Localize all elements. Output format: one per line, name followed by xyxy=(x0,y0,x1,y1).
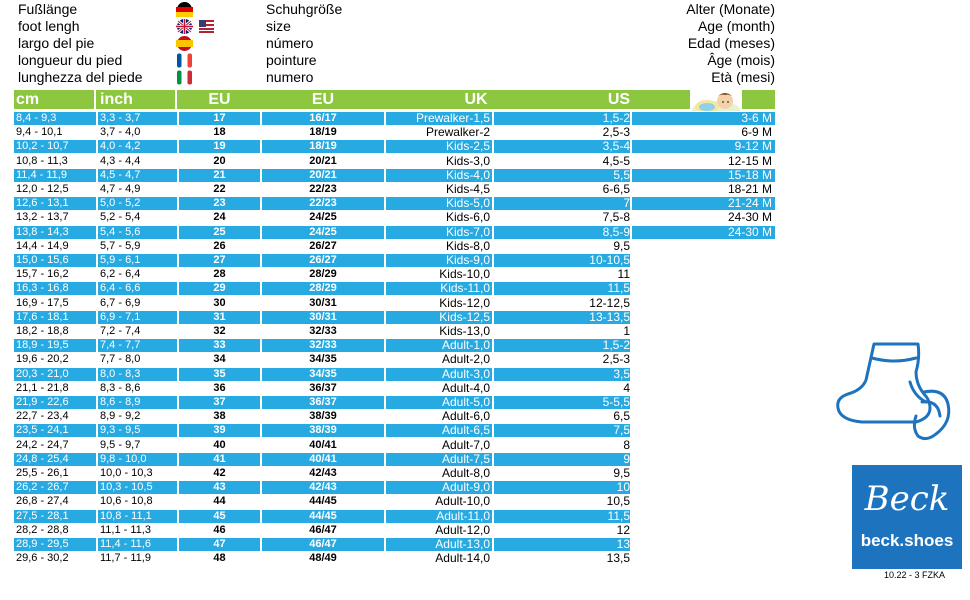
cell-eu: 40 xyxy=(179,438,260,452)
cell-inch: 11,7 - 11,9 xyxy=(98,551,177,565)
cell-age xyxy=(632,395,775,408)
cell-inch: 10,3 - 10,5 xyxy=(98,480,177,494)
cell-eu-pair: 18/19 xyxy=(262,125,384,139)
cell-eu-pair: 48/49 xyxy=(262,551,384,565)
table-row xyxy=(14,225,775,239)
header-legend xyxy=(0,0,775,88)
cell-age xyxy=(632,352,775,365)
cell-eu: 48 xyxy=(179,551,260,565)
legend-age: Age (month) xyxy=(697,18,775,34)
uk-flag-icon xyxy=(176,19,193,34)
header-divider xyxy=(175,90,177,109)
header-cm: cm xyxy=(16,91,40,108)
cell-cm: 28,9 - 29,5 xyxy=(14,537,96,551)
cell-cm: 29,6 - 30,2 xyxy=(14,551,96,565)
cell-cm: 28,2 - 28,8 xyxy=(14,523,96,537)
cell-age: 12-15 M xyxy=(632,154,775,168)
cell-eu: 43 xyxy=(179,480,260,494)
cell-age xyxy=(632,466,775,479)
cell-us: 3,5 xyxy=(494,367,630,381)
cell-inch: 9,3 - 9,5 xyxy=(98,423,177,437)
legend-size: número xyxy=(266,35,314,51)
cell-us: 2,5-3 xyxy=(494,125,630,139)
cell-us: 8 xyxy=(494,438,630,452)
cell-uk: Kids-2,5 xyxy=(386,139,492,153)
cell-us: 11,5 xyxy=(494,281,630,295)
cell-age: 9-12 M xyxy=(632,139,775,153)
cell-uk: Kids-12,5 xyxy=(386,310,492,324)
cell-age xyxy=(632,523,775,536)
cell-uk: Kids-4,0 xyxy=(386,168,492,182)
cell-cm: 13,2 - 13,7 xyxy=(14,210,96,224)
cell-eu: 26 xyxy=(179,239,260,253)
cell-uk: Adult-13,0 xyxy=(386,537,492,551)
cell-cm: 10,2 - 10,7 xyxy=(14,139,96,153)
cell-us: 6-6,5 xyxy=(494,182,630,196)
cell-eu: 38 xyxy=(179,409,260,423)
table-row xyxy=(14,523,775,537)
cell-eu: 18 xyxy=(179,125,260,139)
cell-eu-pair: 40/41 xyxy=(262,452,384,466)
cell-us: 7,5-8 xyxy=(494,210,630,224)
cell-us: 1 xyxy=(494,324,630,338)
cell-age xyxy=(632,381,775,394)
cell-cm: 18,9 - 19,5 xyxy=(14,338,96,352)
cell-cm: 19,6 - 20,2 xyxy=(14,352,96,366)
legend-row-es xyxy=(0,35,775,52)
cell-uk: Adult-7,5 xyxy=(386,452,492,466)
cell-us: 6,5 xyxy=(494,409,630,423)
cell-eu: 37 xyxy=(179,395,260,409)
cell-age: 3-6 M xyxy=(632,111,775,125)
cell-cm: 12,6 - 13,1 xyxy=(14,196,96,210)
table-row xyxy=(14,509,775,523)
cell-us: 7,5 xyxy=(494,423,630,437)
cell-age xyxy=(632,551,775,564)
cell-age xyxy=(632,281,775,294)
cell-inch: 6,4 - 6,6 xyxy=(98,281,177,295)
cell-cm: 18,2 - 18,8 xyxy=(14,324,96,338)
table-row xyxy=(14,452,775,466)
cell-uk: Adult-5,0 xyxy=(386,395,492,409)
cell-age xyxy=(632,509,775,522)
cell-eu: 35 xyxy=(179,367,260,381)
cell-eu: 41 xyxy=(179,452,260,466)
cell-uk: Kids-3,0 xyxy=(386,154,492,168)
cell-uk: Kids-12,0 xyxy=(386,296,492,310)
cell-cm: 16,9 - 17,5 xyxy=(14,296,96,310)
header-inch: inch xyxy=(100,91,133,108)
cell-eu: 46 xyxy=(179,523,260,537)
cell-us: 10-10,5 xyxy=(494,253,630,267)
cell-age: 15-18 M xyxy=(632,168,775,182)
table-row xyxy=(14,296,775,310)
cell-age xyxy=(632,494,775,507)
cell-uk: Kids-5,0 xyxy=(386,196,492,210)
cell-us: 12 xyxy=(494,523,630,537)
cell-cm: 12,0 - 12,5 xyxy=(14,182,96,196)
table-row xyxy=(14,139,775,153)
cell-eu-pair: 20/21 xyxy=(262,168,384,182)
cell-inch: 7,2 - 7,4 xyxy=(98,324,177,338)
cell-eu: 34 xyxy=(179,352,260,366)
cell-inch: 3,7 - 4,0 xyxy=(98,125,177,139)
cell-inch: 5,2 - 5,4 xyxy=(98,210,177,224)
cell-age xyxy=(632,438,775,451)
cell-cm: 15,0 - 15,6 xyxy=(14,253,96,267)
cell-inch: 4,5 - 4,7 xyxy=(98,168,177,182)
cell-eu-pair: 34/35 xyxy=(262,352,384,366)
cell-uk: Kids-13,0 xyxy=(386,324,492,338)
cell-uk: Adult-12,0 xyxy=(386,523,492,537)
table-row xyxy=(14,267,775,281)
cell-cm: 9,4 - 10,1 xyxy=(14,125,96,139)
table-row xyxy=(14,438,775,452)
cell-age xyxy=(632,267,775,280)
cell-eu-pair: 18/19 xyxy=(262,139,384,153)
table-row xyxy=(14,551,775,565)
cell-eu: 20 xyxy=(179,154,260,168)
cell-inch: 5,9 - 6,1 xyxy=(98,253,177,267)
legend-age: Alter (Monate) xyxy=(686,1,775,17)
cell-inch: 10,0 - 10,3 xyxy=(98,466,177,480)
cell-uk: Adult-3,0 xyxy=(386,367,492,381)
document-code: 10.22 - 3 FZKA xyxy=(884,570,946,580)
cell-cm: 24,2 - 24,7 xyxy=(14,438,96,452)
table-row xyxy=(14,367,775,381)
cell-age xyxy=(632,537,775,550)
cell-inch: 6,7 - 6,9 xyxy=(98,296,177,310)
cell-cm: 21,1 - 21,8 xyxy=(14,381,96,395)
legend-row-fr xyxy=(0,52,775,69)
cell-uk: Adult-11,0 xyxy=(386,509,492,523)
table-row xyxy=(14,281,775,295)
cell-age xyxy=(632,423,775,436)
cell-us: 7 xyxy=(494,196,630,210)
cell-age: 24-30 M xyxy=(632,210,775,224)
cell-uk: Kids-8,0 xyxy=(386,239,492,253)
cell-inch: 4,7 - 4,9 xyxy=(98,182,177,196)
cell-age xyxy=(632,253,775,266)
table-row xyxy=(14,338,775,352)
table-header xyxy=(14,90,775,109)
cell-age xyxy=(632,239,775,252)
cell-inch: 6,9 - 7,1 xyxy=(98,310,177,324)
table-row xyxy=(14,154,775,168)
cell-eu-pair: 44/45 xyxy=(262,509,384,523)
cell-us: 5-5,5 xyxy=(494,395,630,409)
cell-uk: Adult-2,0 xyxy=(386,352,492,366)
cell-uk: Kids-9,0 xyxy=(386,253,492,267)
cell-age xyxy=(632,452,775,465)
legend-row-en xyxy=(0,18,775,35)
italy-flag-icon xyxy=(176,70,193,85)
cell-age xyxy=(632,310,775,323)
cell-cm: 26,8 - 27,4 xyxy=(14,494,96,508)
cell-eu-pair: 38/39 xyxy=(262,423,384,437)
legend-row-de xyxy=(0,1,775,18)
cell-eu: 44 xyxy=(179,494,260,508)
legend-size: numero xyxy=(266,69,314,85)
cell-eu-pair: 46/47 xyxy=(262,523,384,537)
cell-inch: 11,4 - 11,6 xyxy=(98,537,177,551)
cell-uk: Kids-7,0 xyxy=(386,225,492,239)
header-divider xyxy=(94,90,96,109)
legend-foot-length: lunghezza del piede xyxy=(18,69,143,85)
cell-eu-pair: 36/37 xyxy=(262,395,384,409)
cell-inch: 7,7 - 8,0 xyxy=(98,352,177,366)
cell-uk: Adult-9,0 xyxy=(386,480,492,494)
cell-us: 8,5-9 xyxy=(494,225,630,239)
legend-foot-length: largo del pie xyxy=(18,35,95,51)
cell-age xyxy=(632,324,775,337)
cell-inch: 9,5 - 9,7 xyxy=(98,438,177,452)
cell-eu: 28 xyxy=(179,267,260,281)
cell-eu-pair: 26/27 xyxy=(262,253,384,267)
cell-eu-pair: 16/17 xyxy=(262,111,384,125)
logo-script-text: Beck xyxy=(864,479,950,519)
cell-inch: 3,3 - 3,7 xyxy=(98,111,177,125)
cell-us: 4 xyxy=(494,381,630,395)
table-row xyxy=(14,537,775,551)
cell-age xyxy=(632,480,775,493)
cell-eu-pair: 24/25 xyxy=(262,225,384,239)
legend-row-it xyxy=(0,69,775,86)
cell-eu: 30 xyxy=(179,296,260,310)
cell-inch: 8,3 - 8,6 xyxy=(98,381,177,395)
cell-eu: 17 xyxy=(179,111,260,125)
cell-inch: 8,6 - 8,9 xyxy=(98,395,177,409)
table-row xyxy=(14,352,775,366)
cell-us: 4,5-5 xyxy=(494,154,630,168)
cell-us: 10 xyxy=(494,480,630,494)
cell-eu: 31 xyxy=(179,310,260,324)
cell-age xyxy=(632,338,775,351)
cell-us: 13 xyxy=(494,537,630,551)
cell-inch: 5,7 - 5,9 xyxy=(98,239,177,253)
cell-cm: 20,3 - 21,0 xyxy=(14,367,96,381)
cell-eu-pair: 28/29 xyxy=(262,281,384,295)
cell-uk: Kids-6,0 xyxy=(386,210,492,224)
cell-cm: 8,4 - 9,3 xyxy=(14,111,96,125)
legend-age: Età (mesi) xyxy=(711,69,775,85)
cell-eu-pair: 28/29 xyxy=(262,267,384,281)
cell-us: 11 xyxy=(494,267,630,281)
cell-inch: 4,0 - 4,2 xyxy=(98,139,177,153)
beck-shoes-logo xyxy=(852,465,962,569)
legend-size: size xyxy=(266,18,291,34)
cell-cm: 25,5 - 26,1 xyxy=(14,466,96,480)
table-row xyxy=(14,423,775,437)
legend-size: pointure xyxy=(266,52,317,68)
table-row xyxy=(14,239,775,253)
table-row xyxy=(14,324,775,338)
cell-us: 9 xyxy=(494,452,630,466)
cell-eu-pair: 32/33 xyxy=(262,324,384,338)
cell-uk: Adult-6,5 xyxy=(386,423,492,437)
cell-age: 6-9 M xyxy=(632,125,775,139)
cell-age xyxy=(632,296,775,309)
legend-size: Schuhgröße xyxy=(266,1,343,17)
cell-cm: 24,8 - 25,4 xyxy=(14,452,96,466)
cell-us: 5,5 xyxy=(494,168,630,182)
cell-cm: 16,3 - 16,8 xyxy=(14,281,96,295)
cell-eu-pair: 42/43 xyxy=(262,480,384,494)
cell-eu: 24 xyxy=(179,210,260,224)
cell-inch: 9,8 - 10,0 xyxy=(98,452,177,466)
header-eu-2: EU xyxy=(311,91,335,108)
cell-eu: 47 xyxy=(179,537,260,551)
cell-eu: 23 xyxy=(179,196,260,210)
cell-us: 13-13,5 xyxy=(494,310,630,324)
cell-us: 12-12,5 xyxy=(494,296,630,310)
legend-age: Edad (meses) xyxy=(687,35,775,51)
cell-uk: Kids-4,5 xyxy=(386,182,492,196)
cell-eu-pair: 22/23 xyxy=(262,196,384,210)
cell-eu: 42 xyxy=(179,466,260,480)
cell-us: 11,5 xyxy=(494,509,630,523)
table-row xyxy=(14,253,775,267)
cell-eu-pair: 30/31 xyxy=(262,310,384,324)
cell-inch: 8,0 - 8,3 xyxy=(98,367,177,381)
cell-eu-pair: 32/33 xyxy=(262,338,384,352)
cell-cm: 13,8 - 14,3 xyxy=(14,225,96,239)
cell-us: 3,5-4 xyxy=(494,139,630,153)
cell-inch: 5,0 - 5,2 xyxy=(98,196,177,210)
cell-us: 10,5 xyxy=(494,494,630,508)
cell-eu-pair: 24/25 xyxy=(262,210,384,224)
cell-eu: 22 xyxy=(179,182,260,196)
cell-age xyxy=(632,367,775,380)
legend-foot-length: foot lengh xyxy=(18,18,80,34)
table-row xyxy=(14,111,775,125)
us-flag-icon xyxy=(198,19,215,34)
cell-uk: Kids-10,0 xyxy=(386,267,492,281)
cell-uk: Adult-7,0 xyxy=(386,438,492,452)
cell-inch: 6,2 - 6,4 xyxy=(98,267,177,281)
cell-uk: Adult-6,0 xyxy=(386,409,492,423)
legend-foot-length: longueur du pied xyxy=(18,52,123,68)
table-row xyxy=(14,182,775,196)
cell-inch: 10,6 - 10,8 xyxy=(98,494,177,508)
header-us: US xyxy=(607,91,631,108)
table-row xyxy=(14,125,775,139)
cell-age xyxy=(632,409,775,422)
table-row xyxy=(14,168,775,182)
cell-us: 9,5 xyxy=(494,239,630,253)
cell-us: 1,5-2 xyxy=(494,111,630,125)
cell-age: 24-30 M xyxy=(632,225,775,239)
cell-eu: 27 xyxy=(179,253,260,267)
cell-uk: Adult-4,0 xyxy=(386,381,492,395)
cell-eu-pair: 44/45 xyxy=(262,494,384,508)
cell-us: 1,5-2 xyxy=(494,338,630,352)
cell-cm: 23,5 - 24,1 xyxy=(14,423,96,437)
cell-age: 18-21 M xyxy=(632,182,775,196)
table-row xyxy=(14,466,775,480)
table-row xyxy=(14,196,775,210)
cell-us: 9,5 xyxy=(494,466,630,480)
cell-eu-pair: 34/35 xyxy=(262,367,384,381)
cell-eu-pair: 46/47 xyxy=(262,537,384,551)
cell-uk: Prewalker-1,5 xyxy=(386,111,492,125)
cell-cm: 17,6 - 18,1 xyxy=(14,310,96,324)
cell-us: 13,5 xyxy=(494,551,630,565)
legend-foot-length: Fußlänge xyxy=(18,1,78,17)
table-row xyxy=(14,395,775,409)
table-row xyxy=(14,494,775,508)
cell-eu: 45 xyxy=(179,509,260,523)
cell-uk: Adult-1,0 xyxy=(386,338,492,352)
table-row xyxy=(14,480,775,494)
cell-eu: 36 xyxy=(179,381,260,395)
cell-uk: Adult-14,0 xyxy=(386,551,492,565)
cell-inch: 10,8 - 11,1 xyxy=(98,509,177,523)
cell-eu-pair: 42/43 xyxy=(262,466,384,480)
cell-eu-pair: 40/41 xyxy=(262,438,384,452)
shoe-outline-icon xyxy=(832,338,958,456)
cell-eu: 19 xyxy=(179,139,260,153)
cell-inch: 7,4 - 7,7 xyxy=(98,338,177,352)
cell-eu: 39 xyxy=(179,423,260,437)
table-row xyxy=(14,409,775,423)
cell-cm: 15,7 - 16,2 xyxy=(14,267,96,281)
cell-cm: 22,7 - 23,4 xyxy=(14,409,96,423)
table-row xyxy=(14,310,775,324)
cell-eu-pair: 36/37 xyxy=(262,381,384,395)
cell-us: 2,5-3 xyxy=(494,352,630,366)
cell-cm: 26,2 - 26,7 xyxy=(14,480,96,494)
legend-age: Âge (mois) xyxy=(707,52,775,68)
table-row xyxy=(14,381,775,395)
cell-age: 21-24 M xyxy=(632,196,775,210)
cell-eu-pair: 38/39 xyxy=(262,409,384,423)
cell-inch: 8,9 - 9,2 xyxy=(98,409,177,423)
france-flag-icon xyxy=(176,53,193,68)
cell-eu: 32 xyxy=(179,324,260,338)
cell-eu: 29 xyxy=(179,281,260,295)
cell-eu-pair: 26/27 xyxy=(262,239,384,253)
cell-cm: 10,8 - 11,3 xyxy=(14,154,96,168)
cell-eu-pair: 22/23 xyxy=(262,182,384,196)
cell-cm: 11,4 - 11,9 xyxy=(14,168,96,182)
cell-cm: 14,4 - 14,9 xyxy=(14,239,96,253)
cell-uk: Kids-11,0 xyxy=(386,281,492,295)
cell-inch: 4,3 - 4,4 xyxy=(98,154,177,168)
cell-eu-pair: 30/31 xyxy=(262,296,384,310)
header-uk: UK xyxy=(464,91,488,108)
cell-uk: Adult-10,0 xyxy=(386,494,492,508)
cell-uk: Prewalker-2 xyxy=(386,125,492,139)
cell-eu: 21 xyxy=(179,168,260,182)
cell-cm: 21,9 - 22,6 xyxy=(14,395,96,409)
germany-flag-icon xyxy=(176,2,193,17)
cell-uk: Adult-8,0 xyxy=(386,466,492,480)
cell-inch: 11,1 - 11,3 xyxy=(98,523,177,537)
cell-eu-pair: 20/21 xyxy=(262,154,384,168)
cell-eu: 25 xyxy=(179,225,260,239)
cell-eu: 33 xyxy=(179,338,260,352)
table-row xyxy=(14,210,775,224)
spain-flag-icon xyxy=(176,36,193,51)
cell-cm: 27,5 - 28,1 xyxy=(14,509,96,523)
logo-brand-text: beck.shoes xyxy=(860,531,954,550)
header-eu-1: EU xyxy=(208,91,231,108)
cell-inch: 5,4 - 5,6 xyxy=(98,225,177,239)
